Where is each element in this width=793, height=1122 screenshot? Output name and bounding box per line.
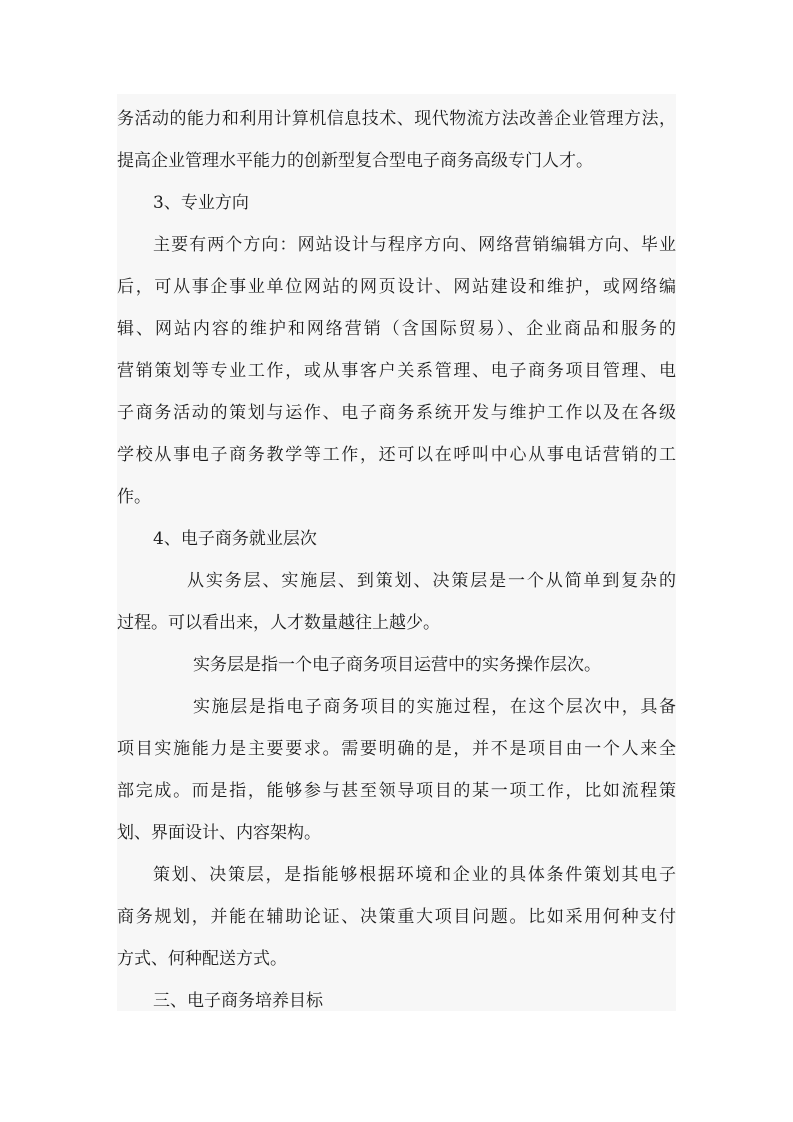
body-line-19: 策划、决策层，是指能够根据环境和企业的具体条件策划其电子 (153, 865, 676, 885)
body-line-20: 商务规划，并能在辅助论证、决策重大项目问题。比如采用何种支付 (117, 907, 676, 927)
body-line-5: 后，可从事企事业单位网站的网页设计、网站建设和维护，或网络编 (117, 277, 676, 297)
body-line-9: 学校从事电子商务教学等工作，还可以在呼叫中心从事电话营销的工 (117, 445, 676, 465)
body-line-1: 务活动的能力和利用计算机信息技术、现代物流方法改善企业管理方法， (117, 109, 676, 129)
section-heading-4: 4、电子商务就业层次 (153, 529, 317, 549)
body-line-10: 作。 (117, 487, 151, 507)
body-line-2: 提高企业管理水平能力的创新型复合型电子商务高级专门人才。 (117, 151, 593, 171)
body-line-15: 实施层是指电子商务项目的实施过程，在这个层次中，具备 (193, 697, 676, 717)
body-line-6: 辑、网站内容的维护和网络营销（含国际贸易）、企业商品和服务的 (117, 319, 676, 339)
section-heading-three: 三、电子商务培养目标 (153, 991, 323, 1011)
body-line-12: 从实务层、实施层、到策划、决策层是一个从简单到复杂的 (187, 571, 676, 591)
body-line-16: 项目实施能力是主要要求。需要明确的是，并不是项目由一个人来全 (117, 739, 676, 759)
body-line-17: 部完成。而是指，能够参与甚至领导项目的某一项工作，比如流程策 (117, 781, 676, 801)
section-heading-3: 3、专业方向 (153, 193, 249, 213)
body-line-14: 实务层是指一个电子商务项目运营中的实务操作层次。 (193, 655, 601, 675)
body-line-13: 过程。可以看出来，人才数量越往上越少。 (117, 613, 440, 633)
body-line-21: 方式、何种配送方式。 (117, 949, 287, 969)
body-line-7: 营销策划等专业工作，或从事客户关系管理、电子商务项目管理、电 (117, 361, 676, 381)
body-line-8: 子商务活动的策划与运作、电子商务系统开发与维护工作以及在各级 (117, 403, 676, 423)
body-line-18: 划、界面设计、内容架构。 (117, 823, 321, 843)
body-line-4: 主要有两个方向：网站设计与程序方向、网络营销编辑方向、毕业 (153, 235, 676, 255)
